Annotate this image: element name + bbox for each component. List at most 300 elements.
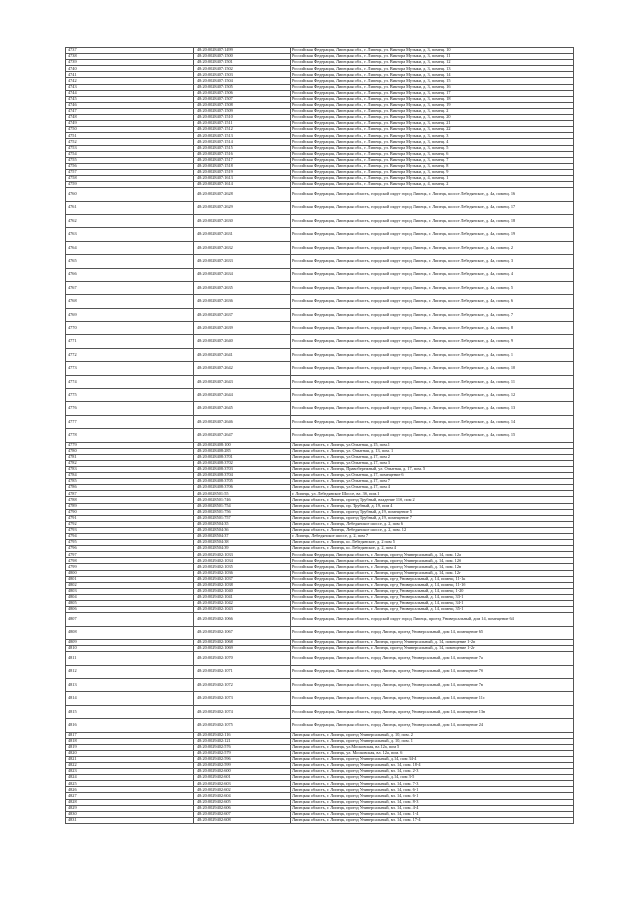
row-number-cell: 4777 (66, 415, 194, 428)
cadastral-number-cell: 48:20:0028407:2636 (194, 295, 291, 308)
row-number-cell: 4740 (66, 66, 194, 72)
row-number-cell: 4758 (66, 175, 194, 181)
cadastral-number-cell: 48:20:0029402:1066 (194, 613, 291, 626)
row-number-cell: 4751 (66, 133, 194, 139)
address-cell: Липецкая область, г. Липецк, проезд Универсальный, д. 10, пом. 2 (291, 732, 574, 738)
address-cell: Липецкая область, г. Липецк, ул.Опытная, д.17, пом 7 (291, 479, 574, 485)
row-number-cell: 4805 (66, 601, 194, 607)
row-number-cell: 4762 (66, 214, 194, 227)
address-cell: Российская Федерация, Липецкая обл., г. Липецк, ул. Виктора Музыки, д. 3, помещ. 5 (291, 145, 574, 151)
row-number-cell: 4822 (66, 762, 194, 768)
cadastral-number-cell: 48:20:0028407:2645 (194, 402, 291, 415)
address-cell: Российская Федерация, Липецкая область, город Липецк, проезд Универсальный, дом 14, помещение 7б (291, 665, 574, 678)
cadastral-number-cell: 48:20:0028407:1517 (194, 157, 291, 163)
cadastral-number-cell: 48:20:0029402:1033 (194, 552, 291, 558)
row-number-cell: 4783 (66, 466, 194, 472)
table-row (66, 692, 574, 705)
address-cell: Липецкая область, г. Липецк, проезд Универсальный, вл. 14, пом. 4-4 (291, 805, 574, 811)
table-row (66, 281, 574, 294)
address-cell: Российская Федерация, Липецкая область, г. Липецк, пр-д Универсальный, д. 14, помещ. 11-1б (291, 582, 574, 588)
cadastral-number-cell: 48:20:0028407:2639 (194, 322, 291, 335)
table-row (66, 626, 574, 639)
table-row (66, 415, 574, 428)
address-cell: Российская Федерация, Липецкая область, городской округ город Липецк, г. Липецк, шоссе Лебедянское, д. 4а, помещ. 1 (291, 348, 574, 361)
row-number-cell: 4747 (66, 108, 194, 114)
address-cell: Липецкая область, г. Липецк, проезд Универсальный, вл. 14, пом. 18-4 (291, 762, 574, 768)
cadastral-number-cell: 48:20:0028407:1503 (194, 72, 291, 78)
row-number-cell: 4755 (66, 157, 194, 163)
row-number-cell: 4828 (66, 799, 194, 805)
row-number-cell: 4812 (66, 665, 194, 678)
row-number-cell: 4757 (66, 169, 194, 175)
cadastral-number-cell: 48:20:0029402:1034 (194, 558, 291, 564)
cadastral-number-cell: 48:20:0028407:1613 (194, 175, 291, 181)
cadastral-number-cell: 48:20:0029402:579 (194, 750, 291, 756)
cadastral-number-cell: 48:20:0028407:1507 (194, 96, 291, 102)
address-cell: Липецкая область, г. Липецк, проезд Универсальный, вл. 14, пом. 7-3 (291, 781, 574, 787)
cadastral-number-cell: 48:20:0028407:2633 (194, 255, 291, 268)
cadastral-number-cell: 48:20:0028407:1501 (194, 60, 291, 66)
address-cell: Липецкая область, г. Липецк, проезд Универсальный, вл. 14, пом. 1-4 (291, 811, 574, 817)
cadastral-number-cell: 48:20:0028501:55 (194, 491, 291, 497)
address-cell: Российская Федерация, Липецкая область, городской округ город Липецк, г. Липецк, шоссе Лебедянское, д. 4а, помещ. 15 (291, 429, 574, 442)
cadastral-number-cell: 48:20:0028407:1500 (194, 54, 291, 60)
address-cell: Российская Федерация, Липецкая обл., г. Липецк, ул. Виктора Музыки, д. 3, помещ. 19 (291, 102, 574, 108)
address-cell: Российская Федерация, Липецкая обл., г. Липецк, ул. Виктора Музыки, д. 3, помещ. 11 (291, 54, 574, 60)
cadastral-number-cell: 48:20:0029402:1037 (194, 576, 291, 582)
cadastral-number-cell: 48:20:0029402:605 (194, 799, 291, 805)
row-number-cell: 4827 (66, 793, 194, 799)
cadastral-number-cell: 48:20:0028501:756 (194, 509, 291, 515)
address-cell: Российская Федерация, Липецкая область, г. Липецк, проезд Универсальный, д. 14, пом. 12б (291, 558, 574, 564)
table-row (66, 255, 574, 268)
table-row (66, 228, 574, 241)
row-number-cell: 4819 (66, 744, 194, 750)
cadastral-number-cell: 48:20:0028407:1514 (194, 139, 291, 145)
cadastral-number-cell: 48:20:0028504:38 (194, 540, 291, 546)
cadastral-number-cell: 48:20:0029402:602 (194, 787, 291, 793)
row-number-cell: 4794 (66, 533, 194, 539)
address-cell: Российская Федерация, Липецкая область, г. Липецк, проезд Универсальный, д. 14, пом. 12в (291, 564, 574, 570)
address-cell: Липецкая область, г. Липецк, ул.Опытная, д.17, пом 4 (291, 485, 574, 491)
cadastral-number-cell: 48:20:0028501:757 (194, 515, 291, 521)
address-cell: Липецкая область, г. Липецк, ул. Опытная, д. 13, пом. 1 (291, 448, 574, 454)
row-number-cell: 4811 (66, 652, 194, 665)
row-number-cell: 4769 (66, 308, 194, 321)
table-row (66, 295, 574, 308)
cadastral-number-cell: 48:20:0029402:599 (194, 762, 291, 768)
address-cell: Российская Федерация, Липецкая обл., г. Липецк, ул. Виктора Музыки, д. 3, помещ. 17 (291, 90, 574, 96)
row-number-cell: 4831 (66, 817, 194, 823)
cadastral-number-cell: 48:20:0028407:1511 (194, 121, 291, 127)
row-number-cell: 4742 (66, 78, 194, 84)
cadastral-number-cell: 48:20:0028407:1499 (194, 48, 291, 54)
row-number-cell: 4804 (66, 594, 194, 600)
address-cell: Российская Федерация, Липецкая обл., г. Липецк, ул. Виктора Музыки, д. 3, помещ. 6 (291, 151, 574, 157)
address-cell: Российская Федерация, Липецкая область, г. Липецк, пр-д Универсальный, д. 14, помещ. 11-1к (291, 576, 574, 582)
row-number-cell: 4817 (66, 732, 194, 738)
row-number-cell: 4801 (66, 576, 194, 582)
row-number-cell: 4824 (66, 775, 194, 781)
row-number-cell: 4803 (66, 588, 194, 594)
row-number-cell: 4829 (66, 805, 194, 811)
cadastral-number-cell: 48:20:0029402:1042 (194, 601, 291, 607)
address-cell: Липецкая область, г. Липецк, Лебедянское шоссе, д. 2, пом 6 (291, 521, 574, 527)
row-number-cell: 4745 (66, 96, 194, 102)
address-cell: Российская Федерация, Липецкая область, г. Липецк, проезд Универсальный, д. 14, помещение 1-2п (291, 639, 574, 645)
cadastral-number-cell: 48:20:0029402:1035 (194, 564, 291, 570)
row-number-cell: 4788 (66, 497, 194, 503)
address-cell: Российская Федерация, Липецкая область, город Липецк, проезд Универсальный, дом 14, помещение 7а (291, 652, 574, 665)
address-cell: Липецкая область, г. Липецк, проезд Универсальный, вл. 14, пом. 6-1 (291, 793, 574, 799)
cadastral-number-cell: 48:20:0029402:1072 (194, 678, 291, 691)
address-cell: Липецкая область, г. Липецк, проезд Универсальный, вл. 14, пом. 17-4 (291, 817, 574, 823)
row-number-cell: 4784 (66, 473, 194, 479)
address-cell: Российская Федерация, Липецкая обл., г. Липецк, ул. Виктора Музыки, д. 3, помещ. 12 (291, 60, 574, 66)
address-cell: Липецкая область, г. Липецк, ул.Опытная, д.17, пом 3 (291, 460, 574, 466)
cadastral-number-cell: 48:20:0029402:603 (194, 781, 291, 787)
row-number-cell: 4815 (66, 705, 194, 718)
cadastral-number-cell: 48:20:0029402:1075 (194, 719, 291, 732)
row-number-cell: 4763 (66, 228, 194, 241)
row-number-cell: 4830 (66, 811, 194, 817)
cadastral-number-cell: 48:20:0028407:1508 (194, 102, 291, 108)
row-number-cell: 4744 (66, 90, 194, 96)
address-cell: Российская Федерация, Липецкая область, городской округ город Липецк, г. Липецк, шоссе Лебедянское, д. 4а, помещ. 9 (291, 335, 574, 348)
row-number-cell: 4764 (66, 241, 194, 254)
address-cell: Липецкая область, г. Липецк, проезд Трубный, д.19, помещение 5 (291, 509, 574, 515)
row-number-cell: 4753 (66, 145, 194, 151)
row-number-cell: 4782 (66, 460, 194, 466)
address-cell: Российская Федерация, Липецкая область, городской округ город Липецк, г. Липецк, шоссе Лебедянское, д. 4а, помещ. 10 (291, 362, 574, 375)
cadastral-number-cell: 48:20:0029402:1038 (194, 582, 291, 588)
cadastral-number-cell: 48:20:0028408:285 (194, 448, 291, 454)
row-number-cell: 4802 (66, 582, 194, 588)
row-number-cell: 4826 (66, 787, 194, 793)
cadastral-number-cell: 48:20:0028408:3706 (194, 485, 291, 491)
row-number-cell: 4810 (66, 646, 194, 652)
address-cell: Российская Федерация, Липецкая область, г. Липецк, пр-д Универсальный, д. 14, помещ. 34-1 (291, 601, 574, 607)
address-cell: Российская Федерация, Липецкая обл., г. Липецк, ул. Виктора Музыки, д. 3, помещ. 10 (291, 48, 574, 54)
cadastral-number-cell: 48:20:0029402:1041 (194, 594, 291, 600)
cadastral-number-cell: 48:20:0029402:1036 (194, 570, 291, 576)
address-cell: Липецкая область, г. Липецк, проезд Универсальный, д.14, пом 34-4 (291, 756, 574, 762)
address-cell: Липецкая область, г. Липецк, проезд Универсальный, вл. 14, пом. 8-3 (291, 799, 574, 805)
address-cell: Липецкая область, г. Липецк, проезд Универсальный, д. 10, пом. 1 (291, 738, 574, 744)
row-number-cell: 4800 (66, 570, 194, 576)
row-number-cell: 4739 (66, 60, 194, 66)
row-number-cell: 4765 (66, 255, 194, 268)
address-cell: Российская Федерация, Липецкая область, городской округ город Липецк, г. Липецк, шоссе Лебедянское, д. 4а, помещ. 17 (291, 201, 574, 214)
table-row (66, 665, 574, 678)
table-row (66, 613, 574, 626)
cadastral-number-cell: 48:20:0029402:1043 (194, 607, 291, 613)
address-cell: Липецкая область, г. Липецк, Правобережный, ул. Опытная, д. 17, пом. 5 (291, 466, 574, 472)
cadastral-number-cell: 48:20:0028407:2643 (194, 375, 291, 388)
row-number-cell: 4746 (66, 102, 194, 108)
row-number-cell: 4808 (66, 626, 194, 639)
row-number-cell: 4825 (66, 781, 194, 787)
row-number-cell: 4760 (66, 188, 194, 201)
address-cell: Российская Федерация, Липецкая область, городской округ город Липецк, г. Липецк, шоссе Лебедянское, д. 4а, помещ. 4 (291, 268, 574, 281)
address-cell: Российская Федерация, Липецкая обл., г. Липецк, ул. Виктора Музыки, д. 3, помещ. 2 (291, 108, 574, 114)
cadastral-number-cell: 48:20:0028407:1509 (194, 108, 291, 114)
address-cell: Российская Федерация, Липецкая область, городской округ город Липецк, г. Липецк, шоссе Лебедянское, д. 4а, помещ. 3 (291, 255, 574, 268)
row-number-cell: 4752 (66, 139, 194, 145)
cadastral-number-cell: 48:20:0029402:1067 (194, 626, 291, 639)
row-number-cell: 4775 (66, 389, 194, 402)
row-number-cell: 4796 (66, 546, 194, 552)
cadastral-number-cell: 48:20:0028407:1510 (194, 115, 291, 121)
row-number-cell: 4772 (66, 348, 194, 361)
cadastral-number-cell: 48:20:0028407:2629 (194, 201, 291, 214)
address-cell: Российская Федерация, Липецкая обл., г. Липецк, ул. Виктора Музыки, д. 3, помещ. 20 (291, 115, 574, 121)
cadastral-number-cell: 48:20:0028407:1614 (194, 182, 291, 188)
address-cell: Российская Федерация, Липецкая обл., г. Липецк, ул. Виктора Музыки, д. 3, помещ. 13 (291, 66, 574, 72)
row-number-cell: 4754 (66, 151, 194, 157)
table-row (66, 241, 574, 254)
row-number-cell: 4780 (66, 448, 194, 454)
registry-table-body (66, 48, 574, 824)
row-number-cell: 4781 (66, 454, 194, 460)
row-number-cell: 4787 (66, 491, 194, 497)
cadastral-number-cell: 48:20:0029402:600 (194, 769, 291, 775)
cadastral-number-cell: 48:20:0028408:3701 (194, 454, 291, 460)
address-cell: Российская Федерация, Липецкая обл., г. Липецк, ул. Виктора Музыки, д. 3, помещ. 7 (291, 157, 574, 163)
address-cell: Российская Федерация, Липецкая обл., г. Липецк, ул. Виктора Музыки, д. 3, помещ. 3 (291, 133, 574, 139)
row-number-cell: 4786 (66, 485, 194, 491)
row-number-cell: 4748 (66, 115, 194, 121)
address-cell: Липецкая область, г. Липецк, ул.Московская, вл.12а, пом 5 (291, 744, 574, 750)
table-row (66, 719, 574, 732)
row-number-cell: 4799 (66, 564, 194, 570)
address-cell: Российская Федерация, Липецкая обл., г. Липецк, ул. Виктора Музыки, д. 4, помещ. 1 (291, 175, 574, 181)
address-cell: Российская Федерация, Липецкая обл., г. Липецк, ул. Виктора Музыки, д. 3, помещ. 16 (291, 84, 574, 90)
cadastral-number-cell: 48:20:0028408:3705 (194, 479, 291, 485)
address-cell: Российская Федерация, Липецкая область, городской округ город Липецк, г. Липецк, шоссе Лебедянское, д. 4а, помещ. 12 (291, 389, 574, 402)
address-cell: Российская Федерация, Липецкая область, город Липецк, проезд Универсальный, дом 14, помещение 65 (291, 626, 574, 639)
row-number-cell: 4756 (66, 163, 194, 169)
address-cell: Российская Федерация, Липецкая область, г. Липецк, пр-д Универсальный, д. 14, помещ. 33-1 (291, 594, 574, 600)
row-number-cell: 4806 (66, 607, 194, 613)
cadastral-number-cell: 48:20:0028504:39 (194, 546, 291, 552)
cadastral-number-cell: 48:20:0028407:1513 (194, 133, 291, 139)
cadastral-number-cell: 48:20:0028407:2635 (194, 281, 291, 294)
cadastral-number-cell: 48:20:0028407:1519 (194, 169, 291, 175)
address-cell: Российская Федерация, Липецкая область, городской округ город Липецк, г. Липецк, шоссе Лебедянское, д. 4а, помещ. 19 (291, 228, 574, 241)
row-number-cell: 4798 (66, 558, 194, 564)
cadastral-number-cell: 48:20:0028504:37 (194, 533, 291, 539)
registry-table-page (65, 47, 574, 824)
table-row (66, 705, 574, 718)
cadastral-number-cell: 48:20:0029402:1074 (194, 705, 291, 718)
cadastral-number-cell: 48:20:0029402:1070 (194, 652, 291, 665)
cadastral-number-cell: 48:20:0028407:1502 (194, 66, 291, 72)
row-number-cell: 4749 (66, 121, 194, 127)
row-number-cell: 4743 (66, 84, 194, 90)
address-cell: Российская Федерация, Липецкая обл., г. Липецк, ул. Виктора Музыки, д. 3, помещ. 18 (291, 96, 574, 102)
address-cell: Российская Федерация, Липецкая область, городской округ город Липецк, г. Липецк, шоссе Лебедянское, д. 4а, помещ. 13 (291, 402, 574, 415)
row-number-cell: 4738 (66, 54, 194, 60)
row-number-cell: 4820 (66, 750, 194, 756)
address-cell: Российская Федерация, Липецкая обл., г. Липецк, ул. Виктора Музыки, д. 3, помещ. 14 (291, 72, 574, 78)
table-row (66, 362, 574, 375)
row-number-cell: 4797 (66, 552, 194, 558)
cadastral-number-cell: 48:20:0028408:3704 (194, 473, 291, 479)
cadastral-number-cell: 48:20:0029402:1069 (194, 646, 291, 652)
cadastral-number-cell: 48:20:0028407:2634 (194, 268, 291, 281)
row-number-cell: 4774 (66, 375, 194, 388)
row-number-cell: 4809 (66, 639, 194, 645)
row-number-cell: 4807 (66, 613, 194, 626)
cadastral-number-cell: 48:20:0029402:576 (194, 744, 291, 750)
row-number-cell: 4793 (66, 527, 194, 533)
cadastral-number-cell: 48:20:0028407:1504 (194, 78, 291, 84)
row-number-cell: 4737 (66, 48, 194, 54)
cadastral-number-cell: 48:20:0029402:601 (194, 775, 291, 781)
address-cell: г. Липецк, Лебедянское шоссе, д. 2, пом 7 (291, 533, 574, 539)
address-cell: Липецкая область, г. Липецк, Лебедянское шоссе, д. 2, пом. 12 (291, 527, 574, 533)
address-cell: Российская Федерация, Липецкая область, городской округ город Липецк, г. Липецк, шоссе Лебедянское, д. 4а, помещ. 16 (291, 188, 574, 201)
cadastral-number-cell: 48:20:0029402:1068 (194, 639, 291, 645)
row-number-cell: 4818 (66, 738, 194, 744)
address-cell: Российская Федерация, Липецкая обл., г. Липецк, ул. Виктора Музыки, д. 3, помещ. 8 (291, 163, 574, 169)
table-row (66, 429, 574, 442)
table-row (66, 389, 574, 402)
table-row (66, 678, 574, 691)
table-row (66, 375, 574, 388)
address-cell: Липецкая область, г. Липецк, ш. Лебедянское, д. 2 пом 5 (291, 540, 574, 546)
table-row (66, 817, 574, 823)
address-cell: Российская Федерация, Липецкая область, городской округ город Липецк, г. Липецк, шоссе Лебедянское, д. 4а, помещ. 6 (291, 295, 574, 308)
address-cell: Липецкая область, г. Липецк, проезд Универсальный, вл. 14, пом. 2-3 (291, 769, 574, 775)
row-number-cell: 4785 (66, 479, 194, 485)
cadastral-number-cell: 48:20:0028407:2644 (194, 389, 291, 402)
address-cell: Российская Федерация, Липецкая область, городской округ город Липецк, г. Липецк, шоссе Лебедянское, д. 4а, помещ. 2 (291, 241, 574, 254)
table-row (66, 335, 574, 348)
cadastral-number-cell: 48:20:0029402:1073 (194, 692, 291, 705)
address-cell: Российская Федерация, Липецкая обл., г. Липецк, ул. Виктора Музыки, д. 3, помещ. 4 (291, 139, 574, 145)
address-cell: Липецкая область, г. Липецк, ул. Московская, вл. 12а, пом. 6 (291, 750, 574, 756)
cadastral-number-cell: 48:20:0028407:1512 (194, 127, 291, 133)
row-number-cell: 4779 (66, 442, 194, 448)
cadastral-number-cell: 48:20:0028501:746 (194, 497, 291, 503)
cadastral-number-cell: 48:20:0029402:116 (194, 732, 291, 738)
address-cell: Липецкая область, г. Липецк, пр. Трубный, д. 19, пом 4 (291, 503, 574, 509)
cadastral-number-cell: 48:20:0028407:2628 (194, 188, 291, 201)
row-number-cell: 4795 (66, 540, 194, 546)
address-cell: Российская Федерация, Липецкая обл., г. Липецк, ул. Виктора Музыки, д. 3, помещ. 22 (291, 127, 574, 133)
row-number-cell: 4767 (66, 281, 194, 294)
cadastral-number-cell: 48:20:0029402:1040 (194, 588, 291, 594)
address-cell: Липецкая область, г. Липецк, ул.Опытная, д.17, пом 2 (291, 454, 574, 460)
address-cell: Липецкая область, г. Липецк, ул.Опытная, д.17, помещение 6 (291, 473, 574, 479)
cadastral-number-cell: 48:20:0028408:100 (194, 442, 291, 448)
table-row (66, 348, 574, 361)
cadastral-number-cell: 48:20:0028407:1506 (194, 90, 291, 96)
row-number-cell: 4771 (66, 335, 194, 348)
cadastral-number-cell: 48:20:0028408:3702 (194, 460, 291, 466)
row-number-cell: 4759 (66, 182, 194, 188)
cadastral-number-cell: 48:20:0029402:596 (194, 756, 291, 762)
row-number-cell: 4776 (66, 402, 194, 415)
row-number-cell: 4768 (66, 295, 194, 308)
address-cell: Российская Федерация, Липецкая область, городской округ город Липецк, г. Липецк, шоссе Лебедянское, д. 4а, помещ. 11 (291, 375, 574, 388)
table-row (66, 214, 574, 227)
address-cell: Липецкая область, г. Липецк, проезд Трубный, д.19, помещение 7 (291, 515, 574, 521)
cadastral-number-cell: 48:20:0028407:2637 (194, 308, 291, 321)
cadastral-number-cell: 48:20:0028407:2641 (194, 348, 291, 361)
table-row (66, 322, 574, 335)
cadastral-number-cell: 48:20:0028407:2630 (194, 214, 291, 227)
cadastral-number-cell: 48:20:0029402:607 (194, 811, 291, 817)
address-cell: Российская Федерация, Липецкая область, г. Липецк, пр-д Универсальный, д. 14, помещ. 1-20 (291, 588, 574, 594)
row-number-cell: 4823 (66, 769, 194, 775)
table-row (66, 652, 574, 665)
row-number-cell: 4816 (66, 719, 194, 732)
row-number-cell: 4773 (66, 362, 194, 375)
cadastral-number-cell: 48:20:0028407:1516 (194, 151, 291, 157)
table-row (66, 402, 574, 415)
cadastral-number-cell: 48:20:0029402:121 (194, 738, 291, 744)
table-row (66, 308, 574, 321)
registry-table (65, 47, 574, 824)
cadastral-number-cell: 48:20:0028501:754 (194, 503, 291, 509)
address-cell: Российская Федерация, Липецкая область, городской округ город Липецк, г. Липецк, шоссе Лебедянское, д. 4а, помещ. 8 (291, 322, 574, 335)
address-cell: Российская Федерация, Липецкая область, городской округ город Липецк, проезд Универсальный, дом 14, помещение 64 (291, 613, 574, 626)
address-cell: Российская Федерация, Липецкая область, г. Липецк, проезд Универсальный, д. 14, помещение 1-2г (291, 646, 574, 652)
row-number-cell: 4770 (66, 322, 194, 335)
cadastral-number-cell: 48:20:0028504:36 (194, 527, 291, 533)
address-cell: Российская Федерация, Липецкая область, г. Липецк, проезд Универсальный, д. 14, пом. 12а (291, 552, 574, 558)
address-cell: Российская Федерация, Липецкая область, город Липецк, проезд Универсальный, дом 14, помещение 13в (291, 705, 574, 718)
address-cell: Российская Федерация, Липецкая область, городской округ город Липецк, г. Липецк, шоссе Лебедянское, д. 4а, помещ. 18 (291, 214, 574, 227)
address-cell: Российская Федерация, Липецкая обл., г. Липецк, ул. Виктора Музыки, д. 3, помещ. 21 (291, 121, 574, 127)
row-number-cell: 4778 (66, 429, 194, 442)
row-number-cell: 4789 (66, 503, 194, 509)
address-cell: Российская Федерация, Липецкая область, городской округ город Липецк, г. Липецк, шоссе Лебедянское, д. 4а, помещ. 7 (291, 308, 574, 321)
row-number-cell: 4761 (66, 201, 194, 214)
row-number-cell: 4813 (66, 678, 194, 691)
cadastral-number-cell: 48:20:0029402:606 (194, 805, 291, 811)
address-cell: Липецкая область, г. Липецк, проезд Универсальный, вл. 14, пом. 6-1 (291, 787, 574, 793)
table-row (66, 201, 574, 214)
address-cell: Липецкая область, г. Липецк, ул.Опытная, д.15, пом.1 (291, 442, 574, 448)
cadastral-number-cell: 48:20:0028408:3703 (194, 466, 291, 472)
cadastral-number-cell: 48:20:0029402:1071 (194, 665, 291, 678)
address-cell: Российская Федерация, Липецкая область, город Липецк, проезд Универсальный, дом 14, помещение 7в (291, 678, 574, 691)
address-cell: Российская Федерация, Липецкая область, город Липецк, проезд Универсальный, дом 14, помещение 24 (291, 719, 574, 732)
address-cell: Российская Федерация, Липецкая область, городской округ город Липецк, г. Липецк, шоссе Лебедянское, д. 4а, помещ. 14 (291, 415, 574, 428)
cadastral-number-cell: 48:20:0028407:1518 (194, 163, 291, 169)
row-number-cell: 4814 (66, 692, 194, 705)
address-cell: Российская Федерация, Липецкая область, г. Липецк, проезд Универсальный, д. 14, пом. 12г (291, 570, 574, 576)
address-cell: Российская Федерация, Липецкая обл., г. Липецк, ул. Виктора Музыки, д. 4, помещ. 2 (291, 182, 574, 188)
row-number-cell: 4791 (66, 515, 194, 521)
cadastral-number-cell: 48:20:0028407:2646 (194, 415, 291, 428)
table-row (66, 268, 574, 281)
address-cell: Российская Федерация, Липецкая область, городской округ город Липецк, г. Липецк, шоссе Лебедянское, д. 4а, помещ. 5 (291, 281, 574, 294)
row-number-cell: 4792 (66, 521, 194, 527)
address-cell: Липецкая область, г. Липецк, ш. Лебедянское, д. 2, пом 4 (291, 546, 574, 552)
cadastral-number-cell: 48:20:0028407:1515 (194, 145, 291, 151)
row-number-cell: 4821 (66, 756, 194, 762)
row-number-cell: 4766 (66, 268, 194, 281)
address-cell: Российская Федерация, Липецкая область, г. Липецк, пр-д Универсальный, д. 14, помещ. 35-1 (291, 607, 574, 613)
row-number-cell: 4790 (66, 509, 194, 515)
cadastral-number-cell: 48:20:0028407:1505 (194, 84, 291, 90)
address-cell: Российская Федерация, Липецкая обл., г. Липецк, ул. Виктора Музыки, д. 3, помещ. 15 (291, 78, 574, 84)
